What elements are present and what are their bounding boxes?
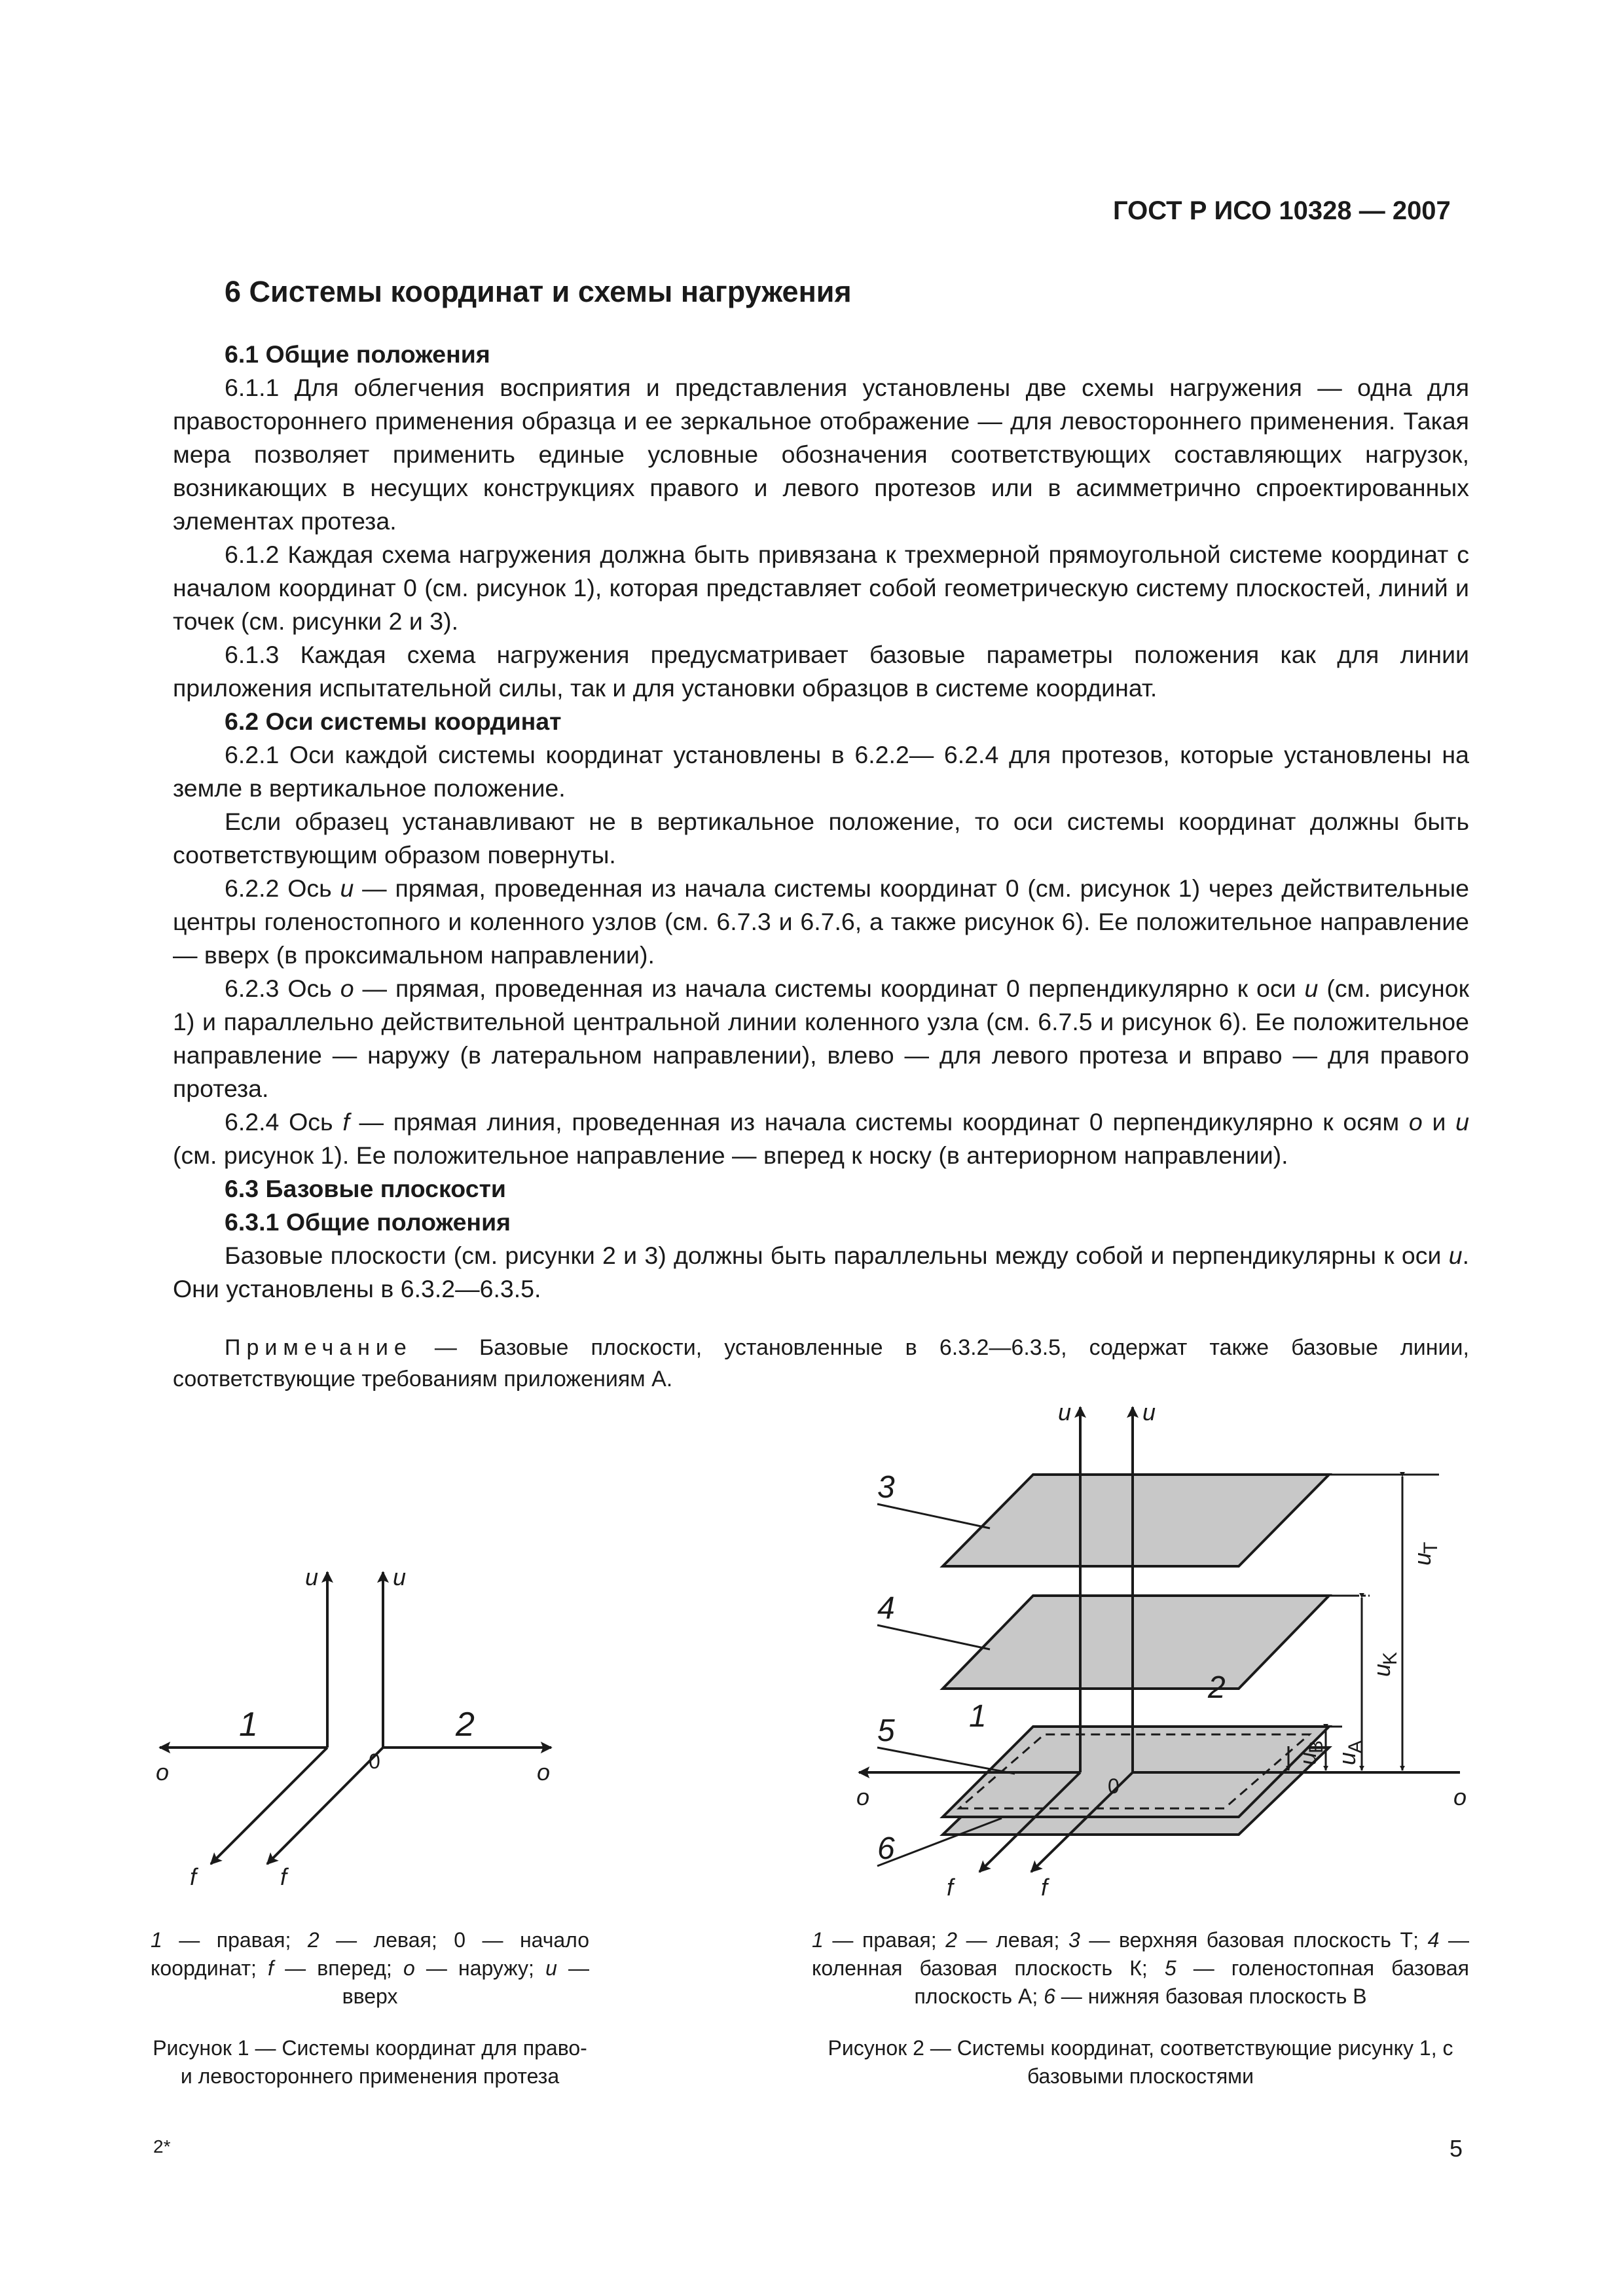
- u-symbol: u: [1294, 1751, 1321, 1765]
- o-label-left: o: [1453, 1784, 1467, 1810]
- figure-2-diagram: [838, 1393, 1480, 1903]
- paragraph-6-2-1-cont: Если образец устанавливают не в вертикальное положение, то оси системы координат должны быть соответствующим образом повернуты.: [173, 808, 1469, 869]
- paragraph-6-2-3: [173, 972, 1469, 1105]
- figure-2-legend: [812, 1926, 1469, 2011]
- subsection-6-3: 6.3 Базовые плоскости: [225, 1175, 506, 1202]
- legend-key: 1: [812, 1928, 824, 1952]
- legend-text: — левая; 0 — начало координат;: [151, 1928, 590, 1980]
- leader-3: [877, 1504, 990, 1528]
- legend-key: 4: [1427, 1928, 1440, 1952]
- uK-subscript: K: [1379, 1651, 1401, 1665]
- f-axis-right: [211, 1748, 327, 1864]
- u-symbol: u: [1334, 1751, 1360, 1765]
- page-number: 5: [1450, 2135, 1463, 2162]
- axis-symbol: o: [340, 975, 354, 1002]
- note-label: Примечание: [225, 1335, 412, 1360]
- u-label-right: u: [305, 1564, 319, 1590]
- document-body: [173, 274, 1469, 1395]
- subsection-6-1: 6.1 Общие положения: [225, 340, 490, 368]
- paragraph-6-1-2: 6.1.2 Каждая схема нагружения должна быть привязана к трехмерной прямоугольной системе координат с началом координат 0 (см. рисунок 1), которая представляет собой геометрическую систему плоскостей, линий и точек (см. рисунки 2 и 3).: [173, 541, 1469, 635]
- leader-4: [877, 1625, 990, 1649]
- text-run: — прямая, проведенная из начала системы координат 0 перпендикулярно к оси: [354, 975, 1305, 1002]
- section-title: 6 Системы координат и схемы нагружения: [225, 275, 852, 308]
- figure-1-title: Рисунок 1 — Системы координат для право- и левостороннего применения протеза: [153, 2036, 587, 2088]
- paragraph-6-3-1: [173, 1239, 1469, 1306]
- plane-4-knee: [943, 1596, 1329, 1689]
- legend-text: — коленная базовая плоскость К;: [812, 1928, 1469, 1980]
- figure-1-diagram: [151, 1558, 609, 1911]
- axis-symbol: u: [340, 874, 354, 902]
- paragraph-6-2-4: [173, 1105, 1469, 1172]
- o-label-right: o: [856, 1784, 870, 1810]
- leader-5: [877, 1748, 1015, 1774]
- o-label-right: o: [156, 1759, 170, 1785]
- f-label-left: f: [280, 1863, 287, 1890]
- text-run: (см. рисунок 1) и параллельно действительной центральной линии коленного узла (см. 6.7.5 и рисунок 6). Ее положительное направление — наружу (в латеральном направлении), влево — для левого протеза и вправо — для правого протеза.: [173, 975, 1469, 1102]
- legend-key: 6: [1044, 1984, 1055, 2008]
- legend-text: — вперед;: [273, 1956, 403, 1980]
- uB-subscript: B: [1305, 1740, 1327, 1753]
- note-text: — Базовые плоскости, установленные в 6.3.2—6.3.5, содержат также базовые линии, соответствующие требованиям приложениям А.: [173, 1335, 1469, 1391]
- label-4: 4: [877, 1591, 895, 1626]
- document-header: ГОСТ Р ИСО 10328 — 2007: [1113, 196, 1451, 225]
- paragraph-6-1-3: 6.1.3 Каждая схема нагружения предусматривает базовые параметры положения как для линии приложения испытательной силы, так и для установки образцов в системе координат.: [173, 641, 1469, 702]
- note: [173, 1332, 1469, 1395]
- label-1: 1: [969, 1699, 987, 1734]
- u-symbol: u: [1409, 1552, 1436, 1566]
- text-run: 6.2.2 Ось: [225, 874, 340, 902]
- f-label-left: f: [1041, 1874, 1048, 1901]
- text-run: 6.2.4 Ось: [225, 1108, 343, 1136]
- o-label-left: o: [537, 1759, 551, 1785]
- text-run: 6.2.3 Ось: [225, 975, 340, 1002]
- uA-subscript: A: [1345, 1740, 1366, 1753]
- text-run: (см. рисунок 1). Ее положительное направление — вперед к носку (в антериорном направлении).: [173, 1141, 1288, 1169]
- legend-text: — наружу;: [414, 1956, 546, 1980]
- origin-label: 0: [1108, 1774, 1120, 1798]
- text-run: . Они установлены в 6.3.2—6.3.5.: [173, 1242, 1469, 1302]
- label-2: 2: [1208, 1670, 1226, 1705]
- text-run: — прямая линия, проведенная из начала системы координат 0 перпендикулярно к осям: [349, 1108, 1409, 1136]
- subsection-6-3-1: 6.3.1 Общие положения: [225, 1208, 511, 1236]
- paragraph-6-1-1: 6.1.1 Для облегчения восприятия и представления установлены две схемы нагружения — одна для правостороннего применения образца и ее зеркальное отображение — для левостороннего применения. Такая мера позволяет применить единые условные обозначения соответствующих составляющих нагрузок, возникающих в несущих конструкциях правого и левого протезов или в асимметрично спроектированных элементах протеза.: [173, 374, 1469, 535]
- legend-text: — вверх: [342, 1956, 590, 2008]
- figure-2-title: Рисунок 2 — Системы координат, соответствующие рисунку 1, с базовыми плоскостями: [828, 2036, 1453, 2088]
- paragraph-6-2-2: [173, 872, 1469, 972]
- figure-1-caption: [151, 1926, 589, 2090]
- label-3: 3: [877, 1470, 895, 1505]
- f-label-right: f: [947, 1874, 954, 1901]
- u-label-left: u: [1142, 1399, 1156, 1426]
- legend-key: 1: [151, 1928, 162, 1952]
- label-5: 5: [877, 1713, 895, 1748]
- legend-text: — голеностопная базовая плоскость А;: [914, 1956, 1470, 2008]
- f-axis-left: [267, 1748, 383, 1864]
- text-run: — прямая, проведенная из начала системы координат 0 (см. рисунок 1) через действительные центры голеностопного и коленного узлов (см. 6.7.3 и 6.7.6, а также рисунок 6). Ее положительное направление — вверх (в проксимальном направлении).: [173, 874, 1469, 969]
- dim-label-uT: [1409, 1542, 1442, 1566]
- legend-text: — верхняя базовая плоскость Т;: [1080, 1928, 1428, 1952]
- axis-symbol: o: [1408, 1108, 1423, 1136]
- legend-key: f: [268, 1956, 274, 1980]
- legend-text: — правая;: [823, 1928, 946, 1952]
- dim-label-uK: [1368, 1652, 1401, 1677]
- uT-subscript: T: [1420, 1541, 1442, 1554]
- u-label-right: u: [1058, 1399, 1072, 1426]
- label-1: 1: [239, 1706, 258, 1744]
- u-label-left: u: [393, 1564, 407, 1590]
- legend-key: 2: [945, 1928, 957, 1952]
- plane-3-top: [943, 1475, 1329, 1566]
- axis-symbol: u: [1448, 1242, 1463, 1269]
- f-label-right: f: [190, 1863, 197, 1890]
- subsection-6-2: 6.2 Оси системы координат: [225, 708, 562, 735]
- figure-2-caption: [812, 1926, 1469, 2090]
- legend-text: — нижняя базовая плоскость В: [1055, 1984, 1367, 2008]
- axis-symbol: u: [1304, 975, 1319, 1002]
- legend-key: o: [403, 1956, 415, 1980]
- legend-text: — левая;: [957, 1928, 1068, 1952]
- footer-mark: 2*: [153, 2136, 171, 2157]
- label-2: 2: [456, 1706, 475, 1744]
- legend-key: 2: [307, 1928, 319, 1952]
- text-run: Базовые плоскости (см. рисунки 2 и 3) должны быть параллельны между собой и перпендикулярны к оси: [225, 1242, 1449, 1269]
- axis-symbol: f: [342, 1108, 350, 1136]
- leader-6: [877, 1818, 1002, 1866]
- paragraph-6-2-1: 6.2.1 Оси каждой системы координат установлены в 6.2.2— 6.2.4 для протезов, которые установлены на земле в вертикальное положение.: [173, 741, 1469, 802]
- text-run: и: [1422, 1108, 1456, 1136]
- legend-key: u: [545, 1956, 557, 1980]
- label-6: 6: [877, 1831, 895, 1866]
- origin-label: 0: [369, 1749, 380, 1773]
- legend-key: 5: [1164, 1956, 1176, 1980]
- u-symbol: u: [1368, 1663, 1395, 1677]
- axis-symbol: u: [1455, 1108, 1469, 1136]
- legend-key: 3: [1068, 1928, 1080, 1952]
- legend-text: — правая;: [162, 1928, 308, 1952]
- figure-1-legend: [151, 1926, 589, 2011]
